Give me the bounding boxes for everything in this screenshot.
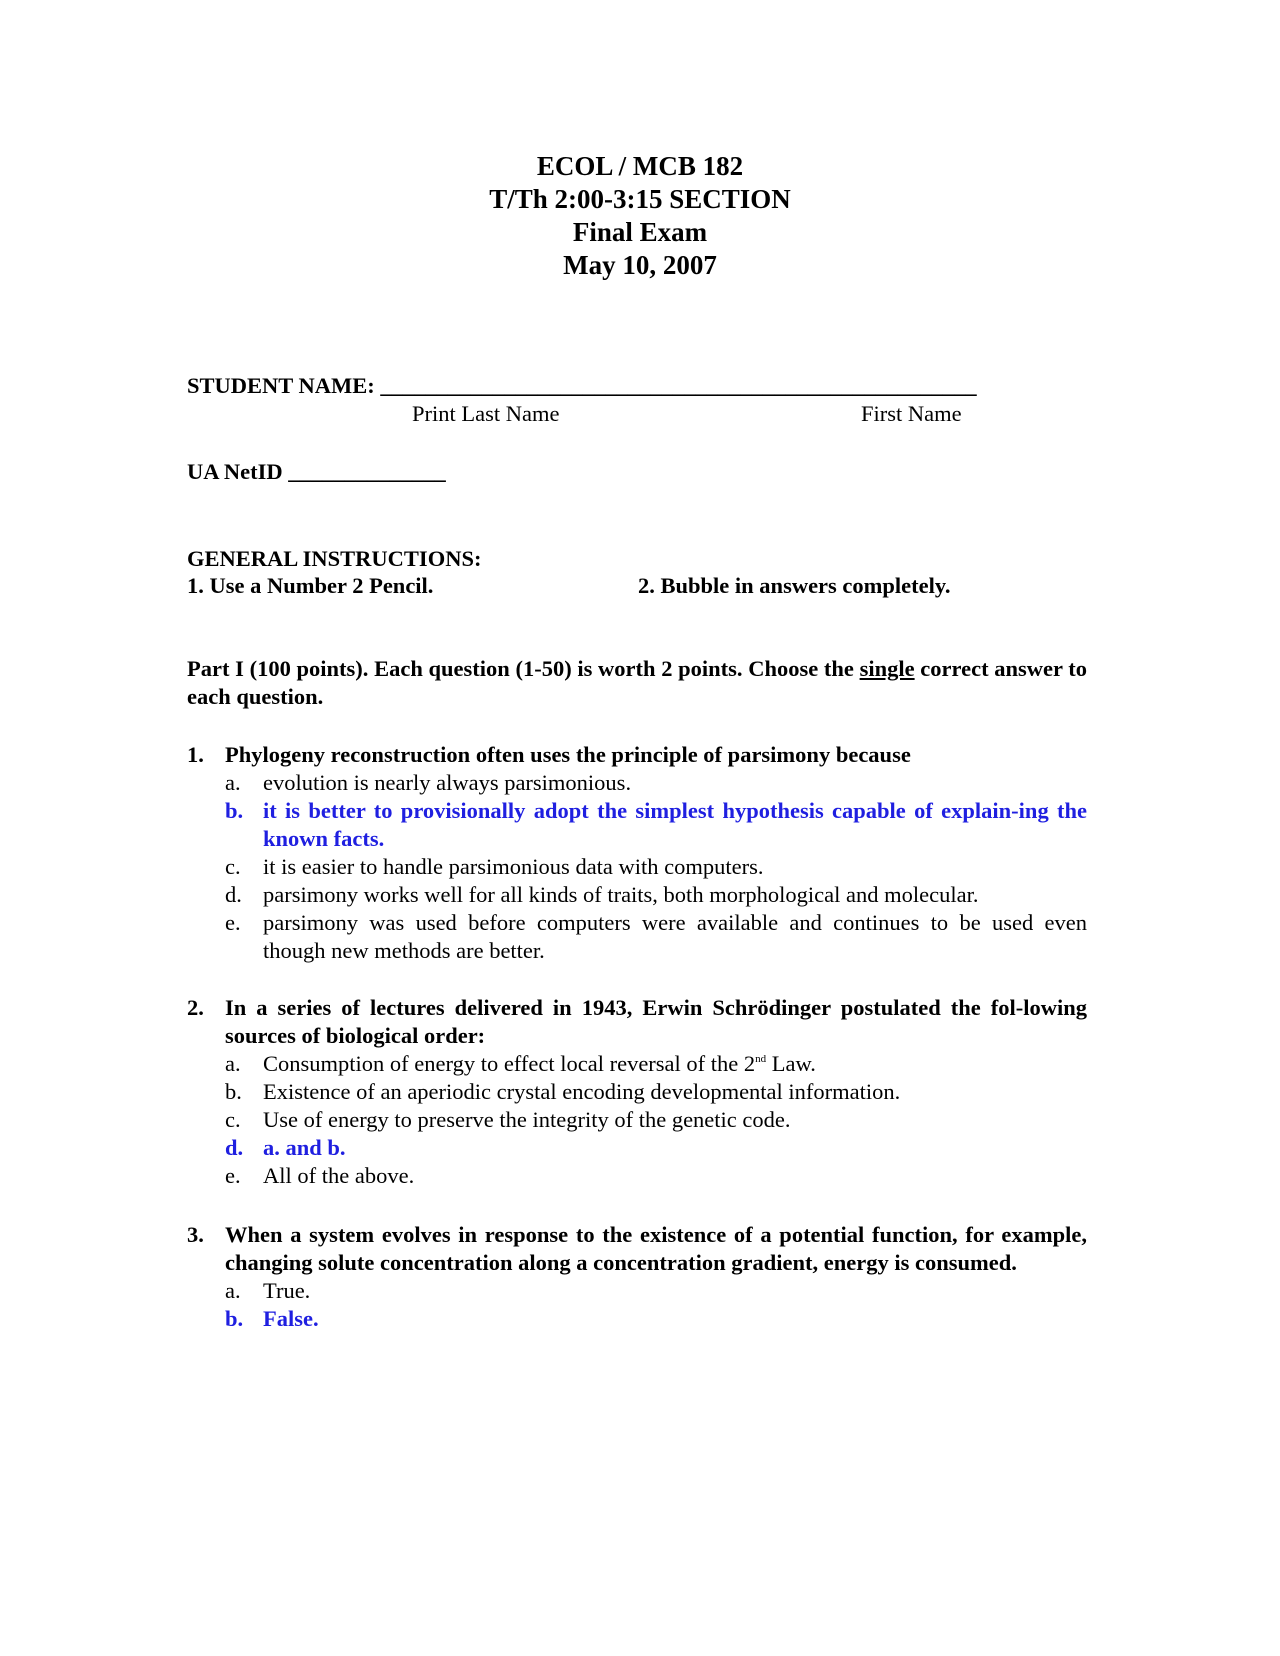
- instruction-item-1: 1. Use a Number 2 Pencil.: [187, 573, 434, 598]
- option-text: False.: [263, 1306, 319, 1331]
- option-text: parsimony was used before computers were available and continues to be used even though new methods are better.: [263, 910, 1087, 963]
- option-text: parsimony works well for all kinds of traits, both morphological and molecular.: [263, 882, 979, 907]
- question-2: [187, 994, 1087, 1190]
- section-title: T/Th 2:00-3:15 SECTION: [489, 184, 791, 214]
- option-d: [225, 881, 1087, 909]
- question-3: [187, 1221, 1087, 1333]
- question-number: 3.: [187, 1222, 204, 1247]
- superscript: nd: [755, 1053, 767, 1065]
- question-number: 1.: [187, 742, 204, 767]
- student-name-field: STUDENT NAME: _____________________________________________________: [187, 373, 977, 398]
- option-a: [225, 1277, 1087, 1305]
- option-b: [225, 1078, 1087, 1106]
- option-b-correct: [225, 1305, 1087, 1333]
- last-name-caption: Print Last Name: [412, 401, 560, 426]
- option-list: [225, 1277, 1087, 1333]
- exam-header: [0, 150, 1280, 282]
- option-letter: e.: [225, 1163, 241, 1188]
- option-text: a. and b.: [263, 1135, 346, 1160]
- option-c: [225, 853, 1087, 881]
- exam-title: Final Exam: [572, 217, 708, 247]
- option-text: it is easier to handle parsimonious data with computers.: [263, 854, 764, 879]
- option-a: [225, 769, 1087, 797]
- option-a: [225, 1050, 1087, 1078]
- option-list: [225, 1050, 1087, 1190]
- instructions-heading: GENERAL INSTRUCTIONS:: [187, 546, 482, 571]
- netid-field: UA NetID ______________: [187, 459, 446, 484]
- part1-instructions: [187, 655, 1087, 711]
- course-title: ECOL / MCB 182: [536, 151, 744, 181]
- question-1: [187, 741, 1087, 965]
- option-letter: b.: [225, 1306, 244, 1331]
- option-letter: d.: [225, 1135, 244, 1160]
- question-text: When a system evolves in response to the existence of a potential function, for example, changing solute concentration along a concentration gradient, energy is consumed.: [225, 1222, 1087, 1275]
- option-letter: a.: [225, 1051, 241, 1076]
- option-c: [225, 1106, 1087, 1134]
- option-e: [225, 909, 1087, 965]
- option-letter: c.: [225, 1107, 241, 1132]
- option-letter: b.: [225, 1079, 242, 1104]
- option-letter: e.: [225, 910, 241, 935]
- part1-text-after: correct answer to each question.: [187, 656, 1087, 709]
- option-text: Use of energy to preserve the integrity of the genetic code.: [263, 1107, 791, 1132]
- option-e: [225, 1162, 1087, 1190]
- part1-text-before: Part I (100 points). Each question (1-50) is worth 2 points. Choose the: [187, 656, 860, 681]
- option-list: [225, 769, 1087, 965]
- instruction-item-2: 2. Bubble in answers completely.: [638, 573, 951, 598]
- option-text-end: Law.: [766, 1051, 816, 1076]
- option-text: evolution is nearly always parsimonious.: [263, 770, 632, 795]
- question-stem: [187, 994, 1087, 1050]
- option-text: All of the above.: [263, 1163, 415, 1188]
- option-text: it is better to provisionally adopt the simplest hypothesis capable of explain-ing the known facts.: [263, 798, 1087, 851]
- question-stem: [187, 1221, 1087, 1277]
- question-stem: [187, 741, 1087, 769]
- option-letter: b.: [225, 798, 244, 823]
- question-text: In a series of lectures delivered in 1943, Erwin Schrödinger postulated the fol-lowing sources of biological order:: [225, 995, 1087, 1048]
- option-letter: a.: [225, 1278, 241, 1303]
- option-b-correct: [225, 797, 1087, 853]
- option-d-correct: [225, 1134, 1087, 1162]
- first-name-caption: First Name: [861, 401, 962, 426]
- option-letter: d.: [225, 882, 242, 907]
- option-letter: c.: [225, 854, 241, 879]
- option-text: Consumption of energy to effect local reversal of the 2: [263, 1051, 756, 1076]
- option-letter: a.: [225, 770, 241, 795]
- part1-emphasis: single: [859, 656, 915, 681]
- question-text: Phylogeny reconstruction often uses the principle of parsimony because: [225, 742, 911, 767]
- question-number: 2.: [187, 995, 204, 1020]
- option-text: True.: [263, 1278, 311, 1303]
- option-text: Existence of an aperiodic crystal encoding developmental information.: [263, 1079, 901, 1104]
- exam-date: May 10, 2007: [563, 250, 717, 280]
